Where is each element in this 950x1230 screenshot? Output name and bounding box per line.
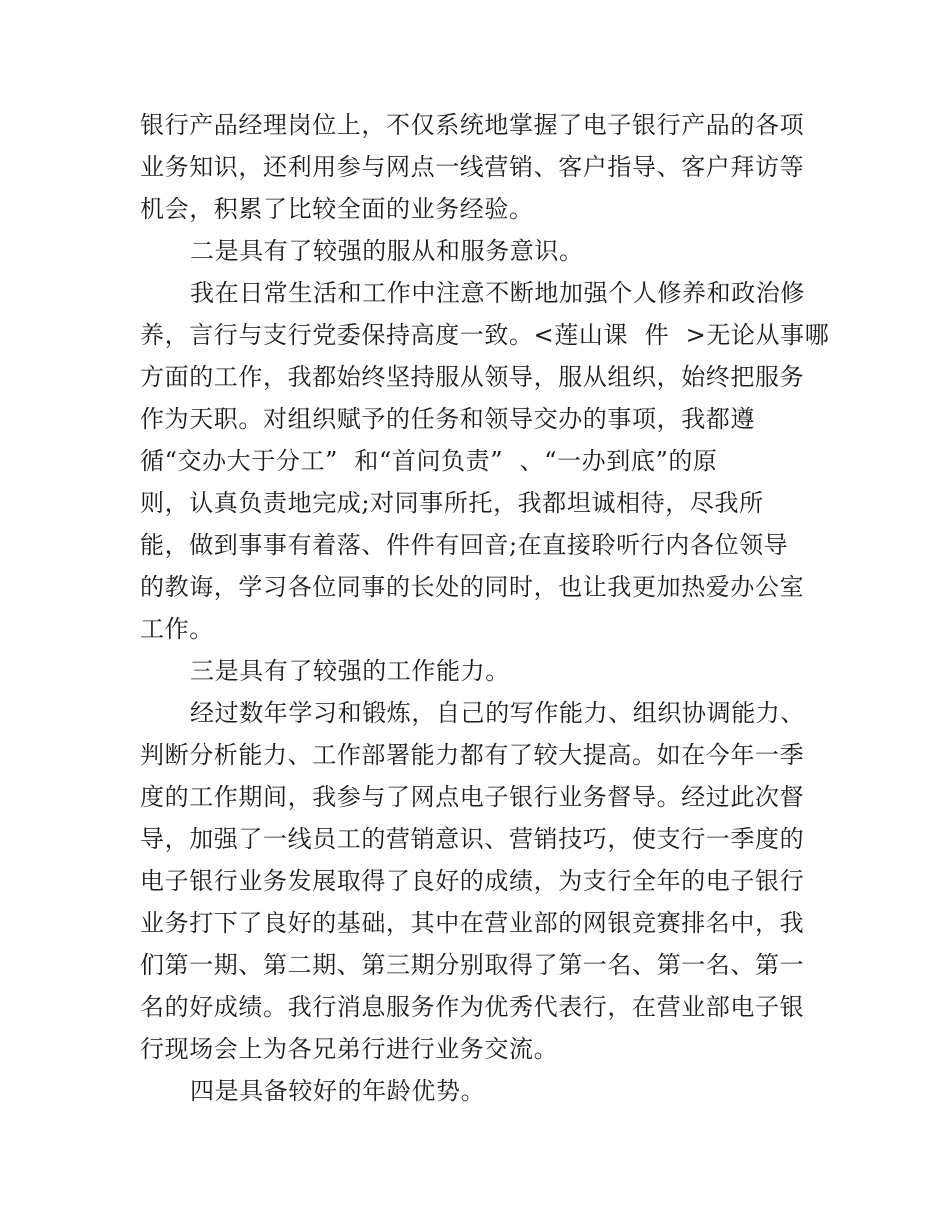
section-heading: 三是具有了较强的工作能力。 — [190, 657, 510, 685]
text-line: 我在日常生活和工作中注意不断地加强个人修养和政治修 — [190, 279, 805, 307]
text-line: 方面的工作，我都始终坚持服从领导，服从组织，始终把服务 — [140, 363, 805, 391]
text-line: 名的好成绩。我行消息服务作为优秀代表行，在营业部电子银 — [140, 993, 805, 1021]
text-line: 能，做到事事有着落、件件有回音;在直接聆听行内各位领导 — [140, 531, 789, 559]
text-line: 行现场会上为各兄弟行进行业务交流。 — [140, 1035, 559, 1063]
text-line: 经过数年学习和锻炼，自己的写作能力、组织协调能力、 — [190, 699, 805, 727]
text-line: 机会，积累了比较全面的业务经验。 — [140, 195, 534, 223]
text-line: 循“交办大于分工” 和“首问负责” 、“一办到底”的原 — [140, 447, 718, 475]
text-line: 的教诲，学习各位同事的长处的同时，也让我更加热爱办公室 — [140, 573, 805, 601]
text-line: 度的工作期间，我参与了网点电子银行业务督导。经过此次督 — [140, 783, 805, 811]
text-line: 银行产品经理岗位上，不仅系统地掌握了电子银行产品的各项 — [140, 111, 805, 139]
text-line: 电子银行业务发展取得了良好的成绩，为支行全年的电子银行 — [140, 867, 805, 895]
text-line: 工作。 — [140, 615, 214, 643]
text-line: 则，认真负责地完成;对同事所托，我都坦诚相待，尽我所 — [140, 489, 764, 517]
text-line: 导，加强了一线员工的营销意识、营销技巧，使支行一季度的 — [140, 825, 805, 853]
section-heading: 二是具有了较强的服从和服务意识。 — [190, 237, 584, 265]
section-heading: 四是具备较好的年龄优势。 — [190, 1077, 486, 1105]
text-line: 养，言行与支行党委保持高度一致。<莲山课 件 >无论从事哪 — [140, 321, 830, 349]
text-line: 作为天职。对组织赋予的任务和领导交办的事项，我都遵 — [140, 405, 755, 433]
text-line: 们第一期、第二期、第三期分别取得了第一名、第一名、第一 — [140, 951, 805, 979]
text-line: 判断分析能力、工作部署能力都有了较大提高。如在今年一季 — [140, 741, 805, 769]
text-line: 业务打下了良好的基础，其中在营业部的网银竞赛排名中，我 — [140, 909, 805, 937]
text-line: 业务知识，还利用参与网点一线营销、客户指导、客户拜访等 — [140, 153, 805, 181]
